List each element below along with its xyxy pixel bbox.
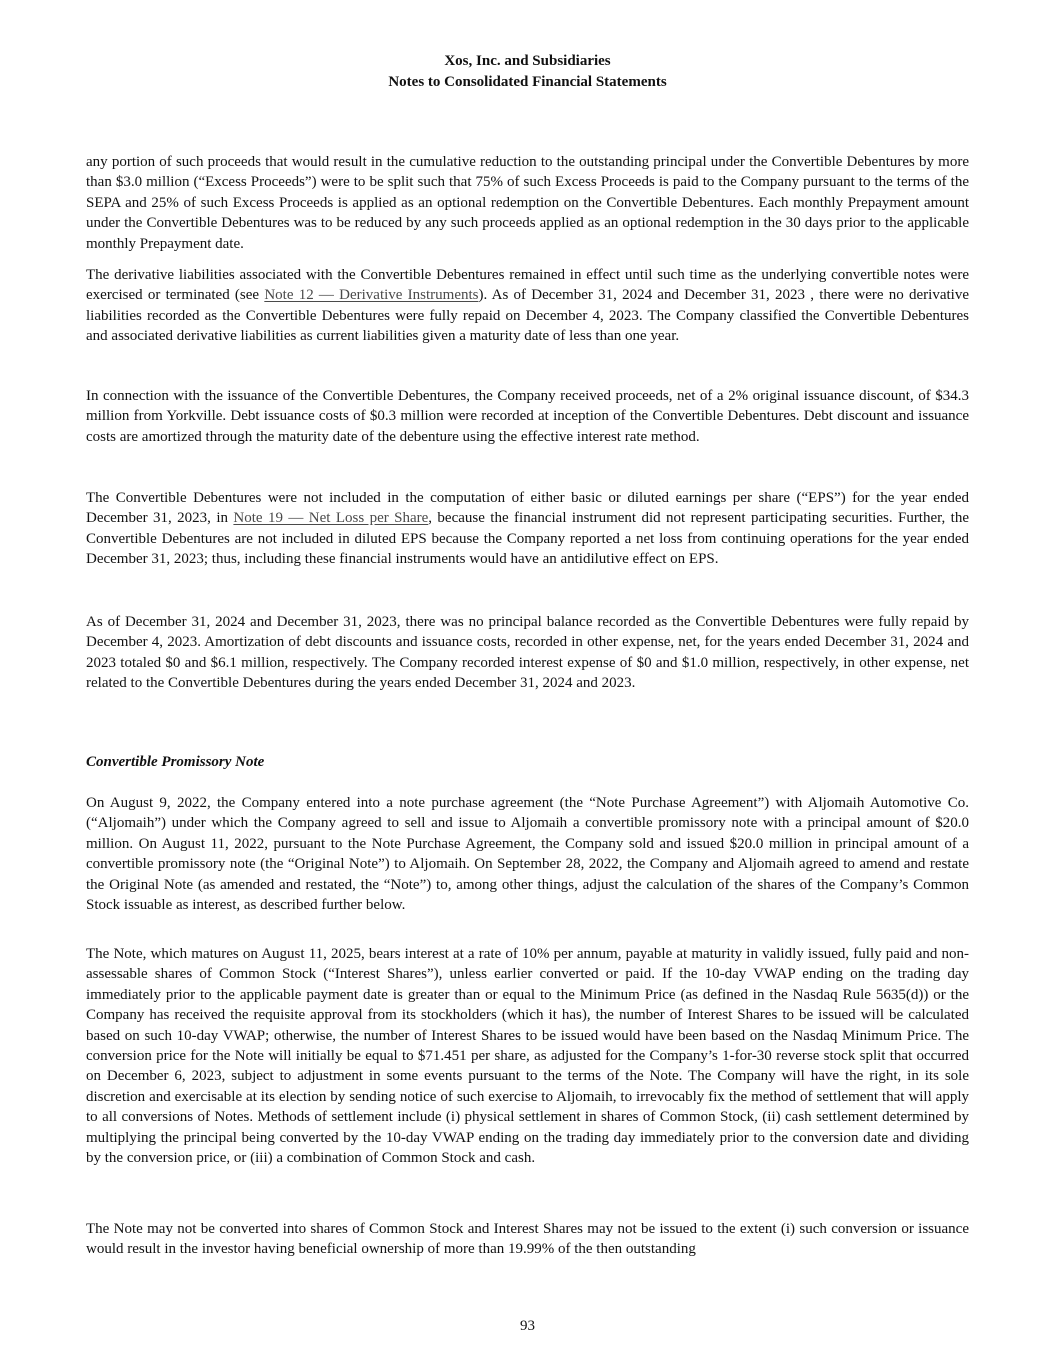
paragraph-conversion-limits: The Note may not be converted into shares of Common Stock and Interest Shares may not be issued to the extent (i) such conversion or issuance would result in the investor having beneficial ownership of more than 19.99% of the then outstanding xyxy=(86,1221,969,1258)
paragraph-eps xyxy=(86,488,969,570)
paragraph-text: , because the financial instrument did not represent participating securities. Further, the Convertible Debentures are not included in diluted EPS because the Company reported a net loss from continuing operations for the year ended December 31, 2023; thus, including these financial instruments would have an antidilutive effect on EPS. xyxy=(86,510,970,568)
paragraph-text: The derivative liabilities associated with the Convertible Debentures remained in effect until such time as the underlying convertible notes were exercised or terminated (see xyxy=(86,267,969,304)
notes-title: Notes to Consolidated Financial Statements xyxy=(388,74,667,90)
paragraph-text: ). As of December 31, 2024 and December 31, 2023 , there were no derivative liabilities recorded as the Convertible Debentures were fully repaid on December 4, 2023. The Company classified the Convertible Debentures and associated derivative liabilities as current liabilities given a maturity date of less than one year. xyxy=(86,287,969,345)
paragraph-note-purchase-agreement: On August 9, 2022, the Company entered into a note purchase agreement (the “Note Purchase Agreement”) with Aljomaih Automotive Co. (“Aljomaih”) under which the Company agreed to sell and issue to Aljomaih a convertible promissory note with a principal amount of $20.0 million. On August 11, 2022, pursuant to the Note Purchase Agreement, the Company sold and issued $20.0 million in principal amount of a convertible promissory note (the “Original Note”) to Aljomaih. On September 28, 2022, the Company and Aljomaih agreed to amend and restate the Original Note (as amended and restated, the “Note”) to, among other things, adjust the calculation of the shares of the Company’s Common Stock issuable as interest, as described further below. xyxy=(86,795,969,914)
note-19-link[interactable]: Note 19 — Net Loss per Share xyxy=(233,510,429,527)
document-page xyxy=(86,0,969,1365)
page-number: 93 xyxy=(520,1318,535,1334)
paragraph-principal-balance: As of December 31, 2024 and December 31, 2023, there was no principal balance recorded as the Convertible Debentures were fully repaid by December 4, 2023. Amortization of debt discounts and issuance costs, recorded in other expense, net, for the years ended December 31, 2024 and 2023 totaled $0 and $6.1 million, respectively. The Company recorded interest expense of $0 and $1.0 million, respectively, in other expense, net related to the Convertible Debentures during the years ended December 31, 2024 and 2023. xyxy=(86,614,969,692)
paragraph-issuance-proceeds: In connection with the issuance of the Convertible Debentures, the Company received proceeds, net of a 2% original issuance discount, of $34.3 million from Yorkville. Debt issuance costs of $0.3 million were recorded at inception of the Convertible Debentures. Debt discount and issuance costs are amortized through the maturity date of the debenture using the effective interest rate method. xyxy=(86,388,969,445)
paragraph-derivative-liabilities xyxy=(86,265,969,347)
company-header: Xos, Inc. and Subsidiaries xyxy=(444,53,611,69)
paragraph-excess-proceeds: any portion of such proceeds that would result in the cumulative reduction to the outstanding principal under the Convertible Debentures by more than $3.0 million (“Excess Proceeds”) were to be split such that 75% of such Excess Proceeds is paid to the Company pursuant to the terms of the SEPA and 25% of such Excess Proceeds is applied as an optional redemption on the Convertible Debentures. Each monthly Prepayment amount under the Convertible Debentures was to be reduced by any such proceeds applied as an optional redemption in the 30 days prior to the applicable monthly Prepayment date. xyxy=(86,154,969,252)
note-12-link[interactable]: Note 12 — Derivative Instruments xyxy=(264,287,479,304)
paragraph-note-terms: The Note, which matures on August 11, 2025, bears interest at a rate of 10% per annum, payable at maturity in validly issued, fully paid and non-assessable shares of Common Stock (“Interest Shares”), unless earlier converted or paid. If the 10-day VWAP ending on the trading day immediately prior to the applicable payment date is greater than or equal to the Minimum Price (as defined in the Nasdaq Rule 5635(d)) or the Company has received the requisite approval from its stockholders (which it has), the number of Interest Shares to be issued will be calculated based on such 10-day VWAP; otherwise, the number of Interest Shares to be issued would have been based on the Nasdaq Minimum Price. The conversion price for the Note will initially be equal to $71.451 per share, as adjusted for the Company’s 1-for-30 reverse stock split that occurred on December 6, 2023, subject to adjustment in some events pursuant to the terms of the Note. The Company will have the right, in its sole discretion and exercisable at its election by sending notice of such exercise to Aljomaih, to irrevocably fix the method of settlement that will apply to all conversions of Notes. Methods of settlement include (i) physical settlement in shares of Common Stock, (ii) cash settlement determined by multiplying the principal being converted by the 10-day VWAP ending on the trading day immediately prior to the conversion date and dividing by the conversion price, or (iii) a combination of Common Stock and cash. xyxy=(86,946,969,1167)
paragraph-text: The Convertible Debentures were not included in the computation of either basic or diluted earnings per share (“EPS”) for the year ended December 31, 2023, in xyxy=(86,490,969,527)
section-heading-convertible-promissory-note: Convertible Promissory Note xyxy=(86,754,265,770)
